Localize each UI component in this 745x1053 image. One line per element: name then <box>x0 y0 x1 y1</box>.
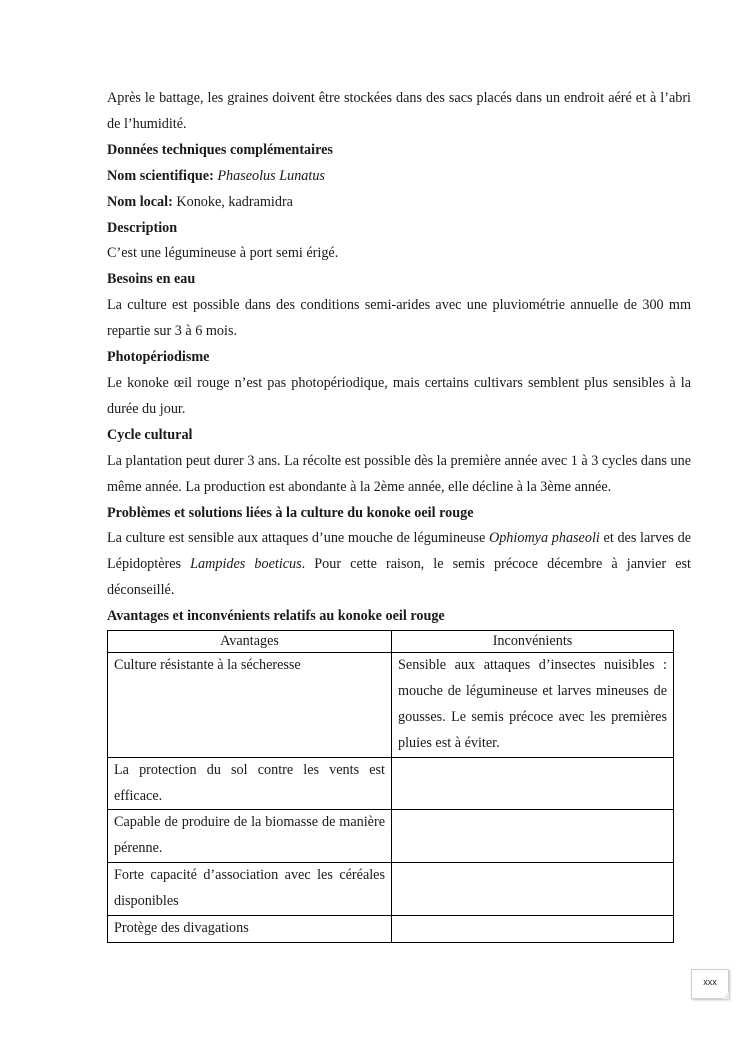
scientific-name-line <box>107 164 691 190</box>
table-row <box>108 863 674 916</box>
heading-besoins-eau: Besoins en eau <box>107 271 196 288</box>
table-header-row <box>108 631 674 653</box>
scientific-name-value: Phaseolus Lunatus <box>217 167 325 184</box>
heading-donnees-techniques: Données techniques complémentaires <box>107 141 333 158</box>
inconvenient-cell: Sensible aux attaques d’insectes nuisibles : mouche de légumineuse et larves mineuses de gousses. Le semis précoce avec les premières pluies est à éviter. <box>392 653 674 758</box>
avantage-cell: Forte capacité d’association avec les céréales disponibles <box>108 863 392 916</box>
page-number-box <box>691 969 729 999</box>
header-avantages: Avantages <box>108 631 392 653</box>
avantage-cell: Capable de produire de la biomasse de manière pérenne. <box>108 810 392 863</box>
document-body <box>107 86 691 943</box>
description-paragraph: C’est une légumineuse à port semi érigé. <box>107 245 339 262</box>
avantages-inconvenients-table <box>107 630 674 943</box>
heading-photoperiodisme: Photopériodisme <box>107 349 210 366</box>
problemes-text-3: . Pour cette raison, le semis précoce décembre à janvier est déconseillé. <box>107 556 691 599</box>
inconvenient-cell <box>392 810 674 863</box>
avantage-cell: Protège des divagations <box>108 916 392 943</box>
besoins-eau-paragraph: La culture est possible dans des conditions semi-arides avec une pluviométrie annuelle de 300 mm repartie sur 3 à 6 mois. <box>107 297 691 340</box>
table-row <box>108 757 674 810</box>
heading-avantages-inconvenients: Avantages et inconvénients relatifs au konoke oeil rouge <box>107 608 445 625</box>
inconvenient-cell <box>392 916 674 943</box>
local-name-line <box>107 190 691 216</box>
problemes-text-2: et des larves de Lépidoptères <box>107 530 692 573</box>
intro-paragraph: Après le battage, les graines doivent être stockées dans des sacs placés dans un endroit aéré et à l’abri de l’humidité. <box>107 90 691 132</box>
cycle-cultural-paragraph: La plantation peut durer 3 ans. La récolte est possible dès la première année avec 1 à 3 cycles dans une même année. La production est abondante à la 2ème année, elle décline à la 3ème année. <box>107 452 691 495</box>
photoperiodisme-paragraph: Le konoke œil rouge n’est pas photopériodique, mais certains cultivars semblent plus sensibles à la durée du jour. <box>107 374 691 417</box>
inconvenient-cell <box>392 757 674 810</box>
table-row <box>108 916 674 943</box>
local-name-label: Nom local: <box>107 193 173 210</box>
inconvenient-cell <box>392 863 674 916</box>
scientific-name-label: Nom scientifique: <box>107 167 214 184</box>
table-row <box>108 653 674 758</box>
local-name-value: Konoke, kadramidra <box>176 193 293 210</box>
problemes-paragraph <box>107 526 691 604</box>
header-inconvenients: Inconvénients <box>392 631 674 653</box>
species-ophiomya: Ophiomya phaseoli <box>488 530 600 547</box>
heading-problemes-solutions: Problèmes et solutions liées à la culture du konoke oeil rouge <box>107 504 474 521</box>
species-lampides: Lampides boeticus <box>190 556 302 573</box>
page-number: xxx <box>703 977 717 987</box>
avantage-cell: Culture résistante à la sécheresse <box>108 653 392 758</box>
heading-description: Description <box>107 219 178 236</box>
avantage-cell: La protection du sol contre les vents est efficace. <box>108 757 392 810</box>
heading-cycle-cultural: Cycle cultural <box>107 426 193 443</box>
problemes-text-1: La culture est sensible aux attaques d’une mouche de légumineuse <box>107 530 489 547</box>
table-row <box>108 810 674 863</box>
